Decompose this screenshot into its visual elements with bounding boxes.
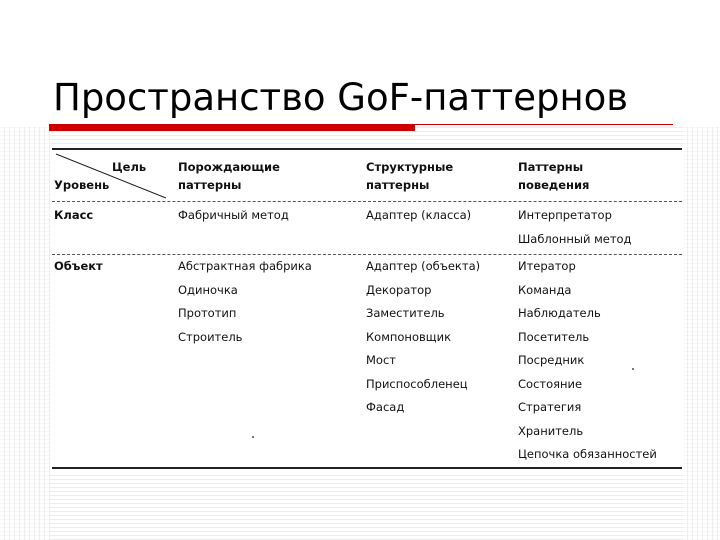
scan-speck: [252, 436, 254, 438]
list-item: Одиночка: [178, 282, 238, 297]
column-header-creational: Порождающие паттерны: [178, 160, 280, 192]
list-item: Посредник: [518, 353, 585, 367]
title-underline-thick: [49, 124, 415, 131]
column-header-behavioral: Паттерны поведения: [518, 160, 590, 192]
corner-level-label: Уровень: [54, 178, 110, 192]
table-bottom-border: [52, 467, 682, 469]
list-item: Мост: [366, 353, 396, 367]
list-item: Посетитель: [518, 329, 590, 344]
object-behavioral-list: [518, 255, 657, 467]
list-item: Состояние: [518, 376, 583, 391]
corner-goal-label: Цель: [112, 160, 147, 174]
background-stripes-left: [0, 127, 50, 540]
scan-speck: [632, 368, 634, 370]
object-creational-list: [178, 255, 312, 349]
column-header-structural: Структурные паттерны: [366, 160, 454, 192]
list-item: Компоновщик: [366, 329, 452, 344]
list-item: Наблюдатель: [518, 306, 601, 320]
list-item: Абстрактная фабрика: [178, 259, 312, 273]
class-behavioral-list: [518, 204, 632, 251]
list-item: Цепочка обязанностей: [518, 447, 657, 461]
slide-title: Пространство GoF-паттернов: [53, 76, 629, 119]
list-item: Команда: [518, 282, 572, 297]
row-level-object: Объект: [54, 259, 103, 273]
background-stripes-right: [683, 127, 720, 540]
list-item: Заместитель: [366, 306, 445, 320]
list-item: Итератор: [518, 259, 576, 273]
list-item: Прототип: [178, 306, 237, 320]
list-item: Адаптер (объекта): [366, 259, 481, 273]
list-item: Фабричный метод: [178, 208, 289, 222]
object-structural-list: [366, 255, 480, 420]
class-structural-list: [366, 204, 471, 228]
list-item: Хранитель: [518, 423, 584, 438]
list-item: Шаблонный метод: [518, 231, 632, 246]
title-underline-thin: [415, 124, 673, 125]
list-item: Строитель: [178, 329, 243, 344]
class-creational-list: [178, 204, 289, 228]
list-item: Интерпретатор: [518, 208, 612, 222]
list-item: Декоратор: [366, 282, 432, 297]
list-item: Адаптер (класса): [366, 208, 472, 222]
list-item: Приспособленец: [366, 376, 468, 391]
list-item: Фасад: [366, 400, 405, 414]
row-level-class: Класс: [54, 208, 94, 222]
list-item: Стратегия: [518, 400, 582, 414]
